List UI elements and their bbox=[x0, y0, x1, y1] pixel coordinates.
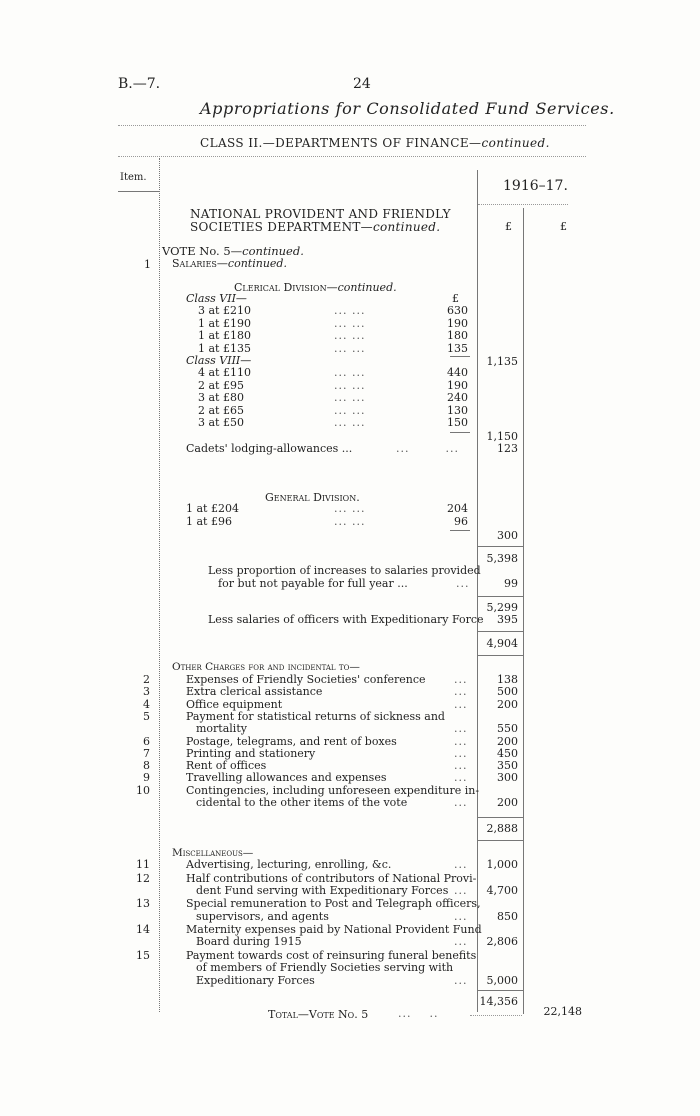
other-charge-item-number: 10 bbox=[136, 783, 150, 797]
class8-sum-rule bbox=[450, 432, 470, 433]
other-charge-item-amount: 138 bbox=[497, 673, 518, 686]
misc-item-amount: 5,000 bbox=[486, 973, 518, 987]
misc-item-number: 14 bbox=[136, 923, 150, 937]
class-heading-suffix: continued. bbox=[481, 136, 550, 150]
general-total: 300 bbox=[497, 529, 518, 542]
class8-row-label: 3 at £50 bbox=[198, 416, 244, 429]
class8-row-leader: ... ... bbox=[334, 378, 366, 392]
other-charge-item-amount: 200 bbox=[497, 796, 518, 809]
class-rule bbox=[118, 156, 586, 157]
class7-row-amount: 190 bbox=[447, 316, 468, 330]
other-charge-item-number: 3 bbox=[143, 685, 150, 699]
general-row-leader: ... ... bbox=[334, 514, 366, 528]
salaries-heading bbox=[172, 257, 287, 270]
class8-row-amount: 190 bbox=[447, 378, 468, 392]
less-increases-amount: 99 bbox=[504, 577, 518, 590]
other-charges-total: 2,888 bbox=[486, 822, 518, 835]
other-charge-item-amount: 450 bbox=[497, 746, 518, 760]
misc-item-text: Maternity expenses paid by National Provident Fund bbox=[186, 923, 482, 937]
class7-row-amount: 135 bbox=[447, 341, 468, 355]
currency-col2: £ bbox=[560, 220, 567, 233]
document-reference: B.—7. bbox=[118, 76, 161, 92]
clerical-continued: continued. bbox=[337, 281, 397, 294]
less-expeditionary-label: Less salaries of officers with Expeditionary Force bbox=[208, 613, 484, 626]
misc-item-leader: ... bbox=[454, 883, 468, 897]
other-charge-item-text: Contingencies, including unforeseen expenditure in- bbox=[186, 783, 480, 797]
class8-row-amount: 130 bbox=[447, 403, 468, 417]
class8-label: Class VIII— bbox=[186, 354, 252, 367]
page-title: Appropriations for Consolidated Fund Services. bbox=[200, 99, 615, 118]
cadets-leader: ... ... bbox=[396, 442, 459, 455]
salaries-label: Salaries— bbox=[172, 257, 228, 270]
vote-total-amount: 22,148 bbox=[543, 1005, 582, 1018]
other-charge-item-amount: 350 bbox=[497, 759, 518, 773]
title-rule bbox=[118, 125, 586, 126]
other-charge-item-number: 5 bbox=[143, 709, 150, 723]
class8-row-amount: 440 bbox=[447, 366, 468, 379]
general-row-amount: 204 bbox=[447, 502, 468, 515]
class8-row-label: 2 at £65 bbox=[198, 403, 244, 417]
after-less1-amount: 5,299 bbox=[486, 601, 518, 614]
vote-continued: continued. bbox=[242, 244, 304, 258]
department-name: SOCIETIES DEPARTMENT— bbox=[190, 220, 373, 234]
less-increases-line1: Less proportion of increases to salaries provided bbox=[208, 564, 481, 577]
class7-row-leader: ... ... bbox=[334, 329, 366, 342]
other-charge-item-text: Expenses of Friendly Societies' conference bbox=[186, 673, 426, 686]
other-charge-item-leader: ... bbox=[454, 685, 468, 699]
other-charge-item-leader: ... bbox=[454, 734, 468, 748]
department-title-line2 bbox=[190, 220, 440, 234]
misc-heading: Miscellaneous— bbox=[172, 847, 254, 859]
class8-row-leader: ... ... bbox=[334, 366, 366, 379]
misc-item-leader: ... bbox=[454, 935, 468, 949]
other-charge-item-leader: ... bbox=[454, 746, 468, 760]
clerical-heading bbox=[234, 281, 397, 294]
misc-item-text: supervisors, and agents bbox=[196, 909, 329, 923]
misc-item-text: Board during 1915 bbox=[196, 935, 302, 949]
general-row-label: 1 at £96 bbox=[186, 514, 232, 528]
other-charge-item-leader: ... bbox=[454, 771, 468, 785]
misc-item-leader: ... bbox=[454, 858, 468, 871]
salaries-continued: continued. bbox=[227, 257, 287, 270]
other-charge-item-leader: ... bbox=[454, 722, 468, 736]
other-charge-item-number: 4 bbox=[143, 697, 150, 711]
other-charge-item-text: cidental to the other items of the vote bbox=[196, 796, 408, 809]
misc-item-number: 12 bbox=[136, 871, 150, 885]
misc-total: 14,356 bbox=[479, 995, 518, 1008]
currency-col1: £ bbox=[505, 220, 512, 233]
class8-row-leader: ... ... bbox=[334, 391, 366, 404]
other-charge-item-text: Printing and stationery bbox=[186, 746, 316, 760]
col1-right-rule bbox=[523, 208, 524, 1014]
other-charge-item-amount: 300 bbox=[497, 771, 518, 785]
class7-row-amount: 630 bbox=[447, 304, 468, 317]
other-charge-item-text: Office equipment bbox=[186, 697, 283, 711]
salaries-net-rule-bottom bbox=[478, 655, 523, 656]
class8-total: 1,150 bbox=[486, 430, 518, 443]
misc-item-amount: 1,000 bbox=[486, 858, 518, 871]
misc-item-amount: 2,806 bbox=[486, 935, 518, 949]
less-expeditionary-amount: 395 bbox=[497, 613, 518, 626]
misc-item-text: Payment towards cost of reinsuring funeral benefits bbox=[186, 948, 477, 962]
misc-item-text: dent Fund serving with Expeditionary Forces bbox=[196, 883, 449, 897]
page-number: 24 bbox=[353, 76, 371, 92]
misc-item-amount: 4,700 bbox=[486, 883, 518, 897]
other-charge-item-amount: 200 bbox=[497, 734, 518, 748]
salaries-net-rule-top bbox=[478, 631, 523, 632]
other-charge-item-leader: ... bbox=[454, 697, 468, 711]
item-column-rule bbox=[159, 158, 160, 1012]
misc-rule bbox=[478, 990, 523, 991]
misc-item-text: Advertising, lecturing, enrolling, &c. bbox=[186, 858, 392, 871]
cadets-label: Cadets' lodging-allowances ... bbox=[186, 442, 353, 455]
class7-row-leader: ... ... bbox=[334, 341, 366, 355]
class8-row-label: 4 at £110 bbox=[198, 366, 251, 379]
other-charge-item-number: 8 bbox=[143, 759, 150, 773]
misc-item-number: 15 bbox=[136, 948, 150, 962]
class8-row-label: 3 at £80 bbox=[198, 391, 244, 404]
general-row-label: 1 at £204 bbox=[186, 502, 239, 515]
department-title-line1: NATIONAL PROVIDENT AND FRIENDLY bbox=[190, 207, 451, 221]
misc-item-text: Half contributions of contributors of National Provi- bbox=[186, 871, 477, 885]
class7-row-leader: ... ... bbox=[334, 316, 366, 330]
misc-item-amount: 850 bbox=[497, 909, 518, 923]
other-charge-item-leader: ... bbox=[454, 759, 468, 773]
misc-item-number: 13 bbox=[136, 897, 150, 911]
class8-row-amount: 150 bbox=[447, 416, 468, 429]
vote-total-rule bbox=[470, 1015, 522, 1016]
other-charges-heading: Other Charges for and incidental to— bbox=[172, 661, 360, 673]
class7-row-label: 1 at £135 bbox=[198, 341, 251, 355]
year-rule bbox=[478, 204, 568, 205]
general-sum-rule bbox=[450, 530, 470, 531]
less-increases-line2: for but not payable for full year ... bbox=[218, 577, 408, 590]
class7-row-label: 1 at £180 bbox=[198, 329, 251, 342]
clerical-currency: £ bbox=[452, 292, 459, 305]
year-header: 1916–17. bbox=[503, 178, 568, 194]
general-row-leader: ... ... bbox=[334, 502, 366, 515]
class7-label: Class VII— bbox=[186, 292, 247, 305]
vote-total-leader: ... .. bbox=[398, 1007, 439, 1020]
class7-total: 1,135 bbox=[486, 355, 518, 368]
item-column-header: Item. bbox=[120, 172, 147, 183]
other-charge-item-leader: ... bbox=[454, 673, 468, 686]
other-charges-rule bbox=[478, 817, 523, 818]
other-charge-item-number: 7 bbox=[143, 746, 150, 760]
subtotal-rule bbox=[478, 546, 523, 547]
class8-row-leader: ... ... bbox=[334, 403, 366, 417]
class7-row-label: 3 at £210 bbox=[198, 304, 251, 317]
other-charge-item-text: mortality bbox=[196, 722, 247, 736]
other-charge-item-amount: 550 bbox=[497, 722, 518, 736]
misc-item-text: Expeditionary Forces bbox=[196, 973, 315, 987]
other-charge-item-text: Payment for statistical returns of sickness and bbox=[186, 709, 445, 723]
other-charge-item-leader: ... bbox=[454, 796, 468, 809]
department-continued: continued. bbox=[372, 220, 441, 234]
item-header-rule bbox=[118, 191, 159, 192]
class7-sum-rule bbox=[450, 356, 470, 357]
misc-item-text: of members of Friendly Societies serving with bbox=[196, 961, 454, 975]
general-heading: General Division. bbox=[265, 491, 360, 504]
vote-label: VOTE No. 5— bbox=[162, 244, 243, 258]
class-heading bbox=[200, 136, 550, 150]
other-charge-item-text: Postage, telegrams, and rent of boxes bbox=[186, 734, 397, 748]
other-charge-item-text: Travelling allowances and expenses bbox=[186, 771, 387, 785]
clerical-label: Clerical Division— bbox=[234, 281, 338, 294]
class8-row-leader: ... ... bbox=[334, 416, 366, 429]
less-increases-leader: ... bbox=[456, 577, 470, 590]
misc-item-number: 11 bbox=[136, 858, 150, 871]
other-charge-item-text: Extra clerical assistance bbox=[186, 685, 323, 699]
vote-total-label: Total—Vote No. 5 bbox=[268, 1008, 369, 1021]
class7-row-label: 1 at £190 bbox=[198, 316, 251, 330]
vote-heading bbox=[162, 244, 304, 258]
salaries-item-number: 1 bbox=[144, 258, 151, 271]
class7-row-amount: 180 bbox=[447, 329, 468, 342]
cadets-amount: 123 bbox=[497, 442, 518, 455]
other-charge-item-amount: 200 bbox=[497, 697, 518, 711]
other-charge-item-number: 2 bbox=[143, 673, 150, 686]
class-heading-text: CLASS II.—DEPARTMENTS OF FINANCE— bbox=[200, 136, 482, 150]
class7-row-leader: ... ... bbox=[334, 304, 366, 317]
after-less1-rule bbox=[478, 596, 523, 597]
misc-item-text: Special remuneration to Post and Telegraph officers, bbox=[186, 897, 481, 911]
other-charge-item-text: Rent of offices bbox=[186, 759, 267, 773]
other-charge-item-number: 6 bbox=[143, 734, 150, 748]
other-charges-rule-bottom bbox=[478, 840, 523, 841]
other-charge-item-number: 9 bbox=[143, 771, 150, 785]
general-row-amount: 96 bbox=[454, 514, 468, 528]
class8-row-amount: 240 bbox=[447, 391, 468, 404]
class8-row-label: 2 at £95 bbox=[198, 378, 244, 392]
salaries-net-amount: 4,904 bbox=[486, 637, 518, 650]
misc-item-leader: ... bbox=[454, 909, 468, 923]
salaries-subtotal: 5,398 bbox=[486, 552, 518, 565]
misc-item-leader: ... bbox=[454, 973, 468, 987]
other-charge-item-amount: 500 bbox=[497, 685, 518, 699]
